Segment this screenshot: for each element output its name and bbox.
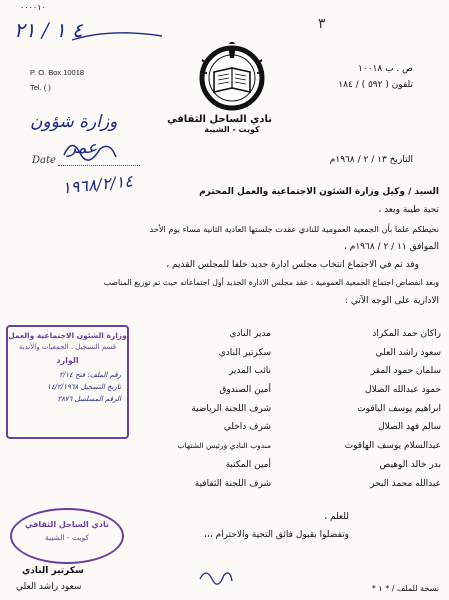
- signature-scribble: [60, 135, 120, 165]
- handwritten-signature: عمر: [68, 138, 98, 158]
- stamp-department: قسم التسجيل . الجمعيات والأندية: [18, 343, 117, 351]
- ministry-received-stamp: [6, 325, 129, 439]
- stamp-file-number: رقم الملف: فتح ٢/١٤: [59, 371, 121, 379]
- date-label-en: Date: [32, 155, 56, 166]
- member-role: أمين المكتبة: [225, 459, 271, 470]
- salutation: السيد / وكيل وزارة الشئون الاجتماعية والعمل المحترم: [199, 187, 439, 197]
- member-name: سعود راشد العلي: [375, 347, 441, 358]
- closing-notice: للعلم ،: [324, 512, 349, 522]
- member-name: عبدالسلام يوسف الهاقوت: [344, 441, 441, 452]
- member-role: شرف اللجنة الثقافية: [194, 478, 271, 489]
- club-stamp-location: كويت - الشيبة: [45, 533, 89, 542]
- member-name: سلمان حمود المقر: [370, 366, 441, 377]
- signer-signature: [196, 565, 236, 587]
- club-stamp-name: نادي الساحل الثقافي: [25, 520, 109, 529]
- tel-en: Tel. ( ): [30, 83, 51, 92]
- handwritten-ministry-note: وزارة شؤون: [30, 112, 118, 132]
- greeting: تحية طيبة وبعد ،: [378, 205, 439, 215]
- handwritten-mark: ٤ ١ / ٢١: [14, 18, 83, 42]
- date-line: [58, 165, 140, 166]
- serial-number: ٠٠٠٠١٠: [20, 3, 46, 12]
- member-name: ابراهيم يوسف الياقوت: [357, 403, 441, 414]
- signer-name: سعود راشد العلي: [16, 582, 82, 592]
- member-role: مندوب النادي ورئيس الشتهاب: [177, 441, 271, 451]
- body-line-2: الموافق ١١ / ٢ / ١٩٦٨م ،: [344, 242, 439, 252]
- reference-number: ٣: [318, 16, 326, 32]
- stamp-received-label: الوارد: [56, 356, 79, 365]
- member-role: نائب المدير: [228, 366, 271, 377]
- member-role: سكرتير النادي: [218, 347, 271, 358]
- member-name: راكان حمد المكراد: [372, 329, 441, 339]
- member-role: أمين الصندوق: [219, 385, 271, 396]
- body-line-5: الادارية على الوجه الآتي :: [344, 296, 439, 306]
- signer-title: سكرتير النادي: [22, 566, 84, 576]
- po-box-en: P. O. Box 10018: [30, 68, 85, 77]
- member-name: سالم فهد الصلال: [378, 422, 441, 433]
- closing-regards: وتفضلوا بقبول فائق التحية والاحترام ،،،: [204, 530, 349, 540]
- stamp-date: تاريخ التسجيل ١٤/٢/١٩٦٨: [47, 383, 121, 391]
- member-name: عبدالله محمد البحر: [370, 478, 441, 489]
- club-logo: [167, 42, 272, 134]
- stamp-serial: الرقم المسلسل ٢٨٧٦: [57, 395, 121, 403]
- letter-date: التاريخ ١٣ / ٢ / ١٩٦٨م: [329, 155, 413, 165]
- body-line-4: وبعد انفضاض اجتماع الجمعية العمومية ، عقد مجلس الادارة الجديد أول اجتماعاته حيث تم توزيع المناصب: [103, 278, 439, 287]
- body-line-1: نحيطكم علما بأن الجمعية العمومية للنادي عقدت جلستها العادية الثانية مساء يوم الأحد: [149, 224, 439, 234]
- member-names: [281, 325, 441, 493]
- member-name: حمود عبدالله الصلال: [365, 385, 441, 396]
- member-role: مدير النادي: [229, 329, 271, 339]
- body-line-3: وقد تم في الاجتماع انتخاب مجلس ادارة جديد خلفا للمجلس القديم ،: [166, 260, 419, 270]
- tel-ar: تلفون ( ٥٩٢ ) / ١٨٤: [338, 80, 413, 90]
- member-role: شرف اللجنة الرياضية: [191, 403, 271, 414]
- copy-note: نسخة للملف / * ١ *: [371, 584, 439, 593]
- member-roles: [141, 325, 271, 493]
- handwritten-date: ١٩٦٨/٢/١٤: [61, 171, 134, 198]
- torch-book-emblem-icon: [192, 42, 272, 112]
- club-name: نادي الساحل الثقافي: [167, 114, 272, 125]
- member-role: شرف داخلي: [223, 422, 271, 433]
- ink-underline: [70, 26, 165, 46]
- member-name: بدر خالد الوهيص: [379, 459, 441, 470]
- club-location: كويت - الشيبة: [204, 125, 260, 134]
- stamp-ministry-title: وزارة الشئون الاجتماعية والعمل: [8, 331, 127, 340]
- club-stamp: [10, 508, 124, 564]
- po-box-ar: ص . ب ١٠٠١٨: [358, 64, 413, 74]
